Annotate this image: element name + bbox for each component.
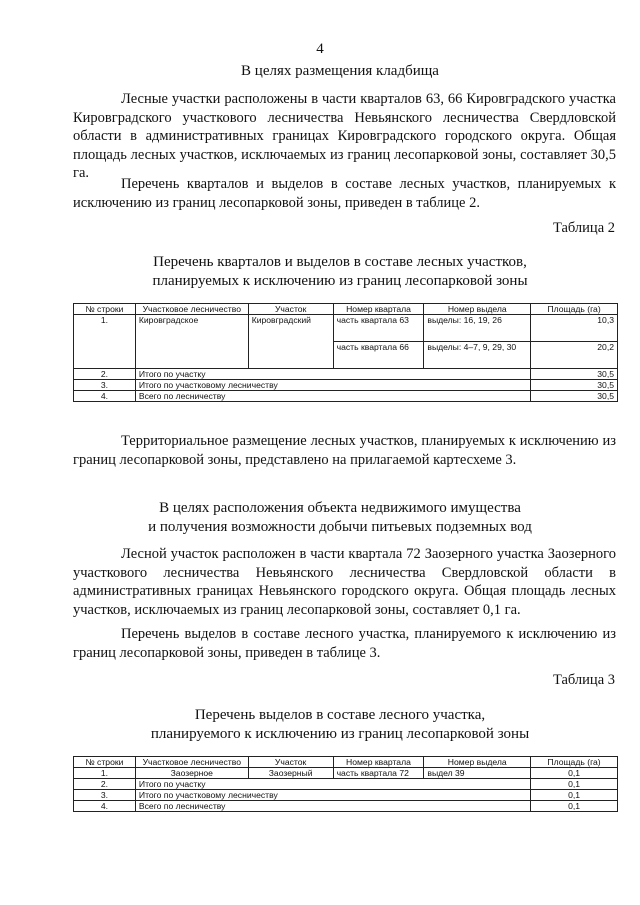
table2	[73, 303, 618, 402]
table-row	[74, 369, 618, 380]
table3	[73, 756, 618, 812]
header-row-number: № строки	[74, 757, 136, 768]
header-area: Площадь (га)	[531, 304, 618, 315]
cell-area: 30,5	[531, 380, 618, 391]
table-row	[74, 315, 618, 342]
cell-row-number: 3.	[74, 790, 136, 801]
cell-area: 30,5	[531, 391, 618, 402]
cell-area: 0,1	[531, 768, 618, 779]
cell-forestry: Кировградское	[135, 315, 248, 369]
cell-quarter: часть квартала 66	[333, 342, 424, 369]
header-forestry: Участковое лесничество	[135, 304, 248, 315]
cell-row-number: 3.	[74, 380, 136, 391]
cell-row-number: 4.	[74, 391, 136, 402]
section2-heading-line1: В целях расположения объекта недвижимого имущества	[159, 500, 521, 516]
paragraph-territorial-placement: Территориальное размещение лесных участков, планируемых к исключению из границ лесопарковой зоны, представлено на прилагаемой картесхеме 3.	[73, 433, 616, 468]
section1-paragraph-2: Перечень кварталов и выделов в составе лесных участков, планируемых к исключению из границ лесопарковой зоны, приведен в таблице 2.	[73, 176, 616, 211]
cell-total-label: Итого по участковому лесничеству	[135, 380, 530, 391]
cell-allotment: выделы: 4–7, 9, 29, 30	[424, 342, 531, 369]
section1-paragraph-1: Лесные участки расположены в части кварталов 63, 66 Кировградского участка Кировградского участкового лесничества Невьянского лесничества Свердловской области в административных границах Кировградского городского округа. Общая площадь лесных участков, исключаемых из границ лесопарковой зоны, составляет 30,5 га.	[73, 91, 616, 182]
cell-total-label: Итого по участку	[135, 369, 530, 380]
header-quarter: Номер квартала	[333, 757, 424, 768]
table3-label: Таблица 3	[552, 672, 615, 688]
table3-title-line2: планируемого к исключению из границ лесопарковой зоны	[150, 726, 530, 742]
section2-paragraph-1: Лесной участок расположен в части квартала 72 Заозерного участка Заозерного участкового лесничества Невьянского лесничества Свердловской области в административных границах Невьянского городского округа. Общая площадь лесных участков, исключаемых из границ лесопарковой зоны, составляет 0,1 га.	[73, 546, 616, 618]
section2-paragraph-2: Перечень выделов в составе лесного участка, планируемого к исключению из границ лесопарковой зоны, приведен в таблице 3.	[73, 626, 616, 661]
header-quarter: Номер квартала	[333, 304, 424, 315]
cell-area: 10,3	[531, 315, 618, 342]
header-area: Площадь (га)	[531, 757, 618, 768]
table3-title-line1: Перечень выделов в составе лесного участка,	[194, 707, 486, 723]
cell-row-number: 4.	[74, 801, 136, 812]
cell-total-label: Всего по лесничеству	[135, 801, 530, 812]
cell-area: 20,2	[531, 342, 618, 369]
header-allotment: Номер выдела	[424, 757, 531, 768]
cell-total-label: Итого по участку	[135, 779, 530, 790]
cell-area: 0,1	[531, 790, 618, 801]
table2-header-row	[74, 304, 618, 315]
cell-allotment: выдел 39	[424, 768, 531, 779]
cell-plot: Кировградский	[248, 315, 333, 369]
table2-label: Таблица 2	[552, 220, 615, 236]
cell-allotment: выделы: 16, 19, 26	[424, 315, 531, 342]
page-number: 4	[316, 41, 324, 57]
cell-quarter: часть квартала 63	[333, 315, 424, 342]
cell-total-label: Итого по участковому лесничеству	[135, 790, 530, 801]
section1-heading: В целях размещения кладбища	[241, 63, 439, 79]
table-row	[74, 391, 618, 402]
cell-forestry: Заозерное	[135, 768, 248, 779]
header-allotment: Номер выдела	[424, 304, 531, 315]
section2-heading-line2: и получения возможности добычи питьевых подземных вод	[148, 519, 532, 535]
cell-row-number: 1.	[74, 768, 136, 779]
header-forestry: Участковое лесничество	[135, 757, 248, 768]
cell-row-number: 2.	[74, 369, 136, 380]
table-row	[74, 801, 618, 812]
cell-quarter: часть квартала 72	[333, 768, 424, 779]
cell-total-label: Всего по лесничеству	[135, 391, 530, 402]
cell-area: 0,1	[531, 801, 618, 812]
table-row	[74, 790, 618, 801]
cell-area: 0,1	[531, 779, 618, 790]
table-row	[74, 768, 618, 779]
table-row	[74, 380, 618, 391]
header-plot: Участок	[248, 304, 333, 315]
cell-plot: Заозерный	[248, 768, 333, 779]
header-plot: Участок	[248, 757, 333, 768]
cell-row-number: 2.	[74, 779, 136, 790]
cell-row-number: 1.	[74, 315, 136, 369]
cell-area: 30,5	[531, 369, 618, 380]
table3-header-row	[74, 757, 618, 768]
table2-title-line1: Перечень кварталов и выделов в составе лесных участков,	[153, 254, 527, 270]
table2-title-line2: планируемых к исключению из границ лесопарковой зоны	[152, 273, 528, 289]
header-row-number: № строки	[74, 304, 136, 315]
table-row	[74, 779, 618, 790]
